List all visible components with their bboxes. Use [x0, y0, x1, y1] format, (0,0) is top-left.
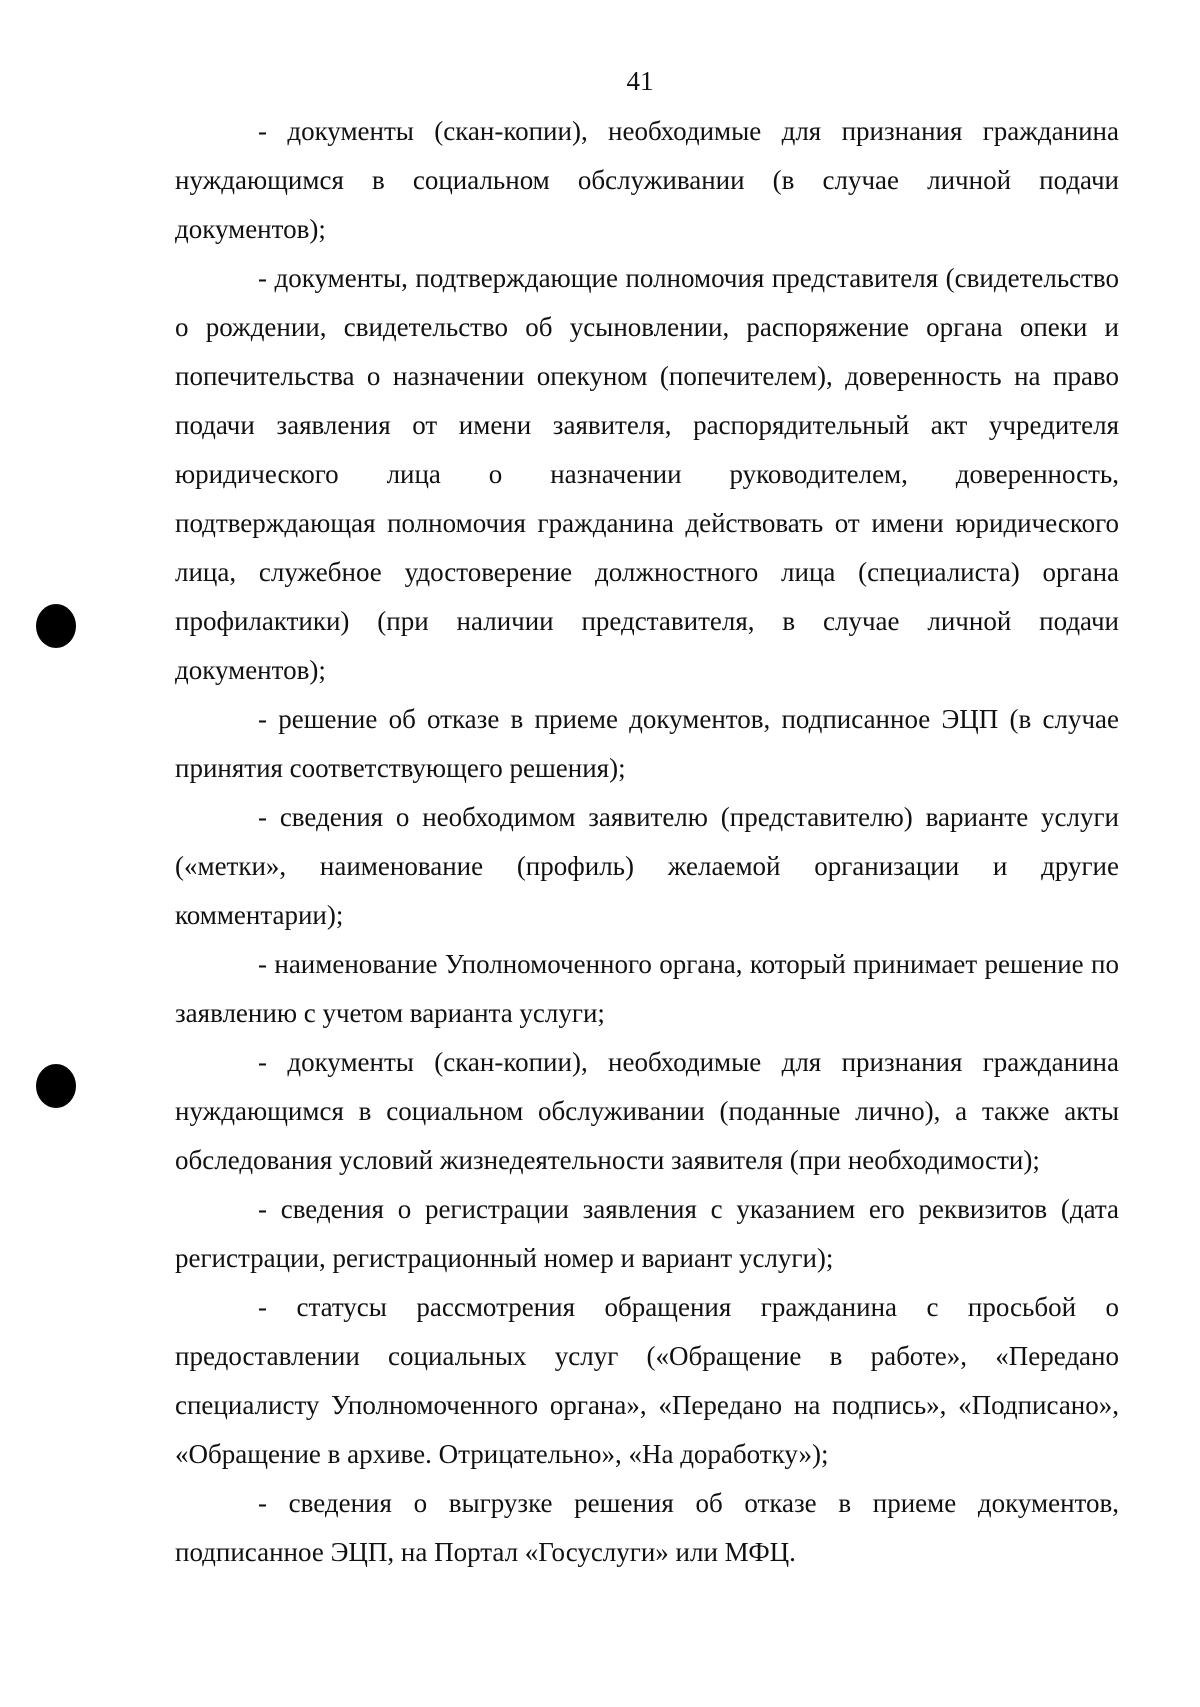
- list-item-paragraph: - статусы рассмотрения обращения гражданина с просьбой о предоставлении социальных услуг («Обращение в работе», «Передано специалисту Уполномоченного органа», «Передано на подпись», «Подписано», «Обращение в архиве. Отрицательно», «На доработку»);: [175, 1292, 1119, 1469]
- list-item-paragraph: - наименование Уполномоченного органа, который принимает решение по заявлению с учетом варианта услуги;: [175, 949, 1119, 1028]
- binder-hole: [36, 1064, 76, 1108]
- page-number: 41: [626, 66, 654, 96]
- binder-hole: [36, 604, 76, 648]
- document-body: [175, 107, 1119, 1577]
- list-item-paragraph: - сведения о выгрузке решения об отказе в приеме документов, подписанное ЭЦП, на Портал «Госуслуги» или МФЦ.: [175, 1488, 1119, 1567]
- list-item-paragraph: - сведения о необходимом заявителю (представителю) варианте услуги («метки», наименование (профиль) желаемой организации и другие комментарии);: [175, 802, 1119, 930]
- list-item-paragraph: - документы (скан-копии), необходимые для признания гражданина нуждающимся в социальном обслуживании (поданные лично), а также акты обследования условий жизнедеятельности заявителя (при необходимости);: [175, 1047, 1119, 1175]
- list-item-paragraph: - документы, подтверждающие полномочия представителя (свидетельство о рождении, свидетельство об усыновлении, распоряжение органа опеки и попечительства о назначении опекуном (попечителем), доверенность на право подачи заявления от имени заявителя, распорядительный акт учредителя юридического лица о назначении руководителем, доверенность, подтверждающая полномочия гражданина действовать от имени юридического лица, служебное удостоверение должностного лица (специалиста) органа профилактики) (при наличии представителя, в случае личной подачи документов);: [175, 263, 1119, 685]
- list-item-paragraph: - сведения о регистрации заявления с указанием его реквизитов (дата регистрации, регистрационный номер и вариант услуги);: [175, 1194, 1119, 1273]
- list-item-paragraph: - решение об отказе в приеме документов, подписанное ЭЦП (в случае принятия соответствующего решения);: [175, 704, 1119, 783]
- list-item-paragraph: - документы (скан-копии), необходимые для признания гражданина нуждающимся в социальном обслуживании (в случае личной подачи документов);: [175, 116, 1119, 244]
